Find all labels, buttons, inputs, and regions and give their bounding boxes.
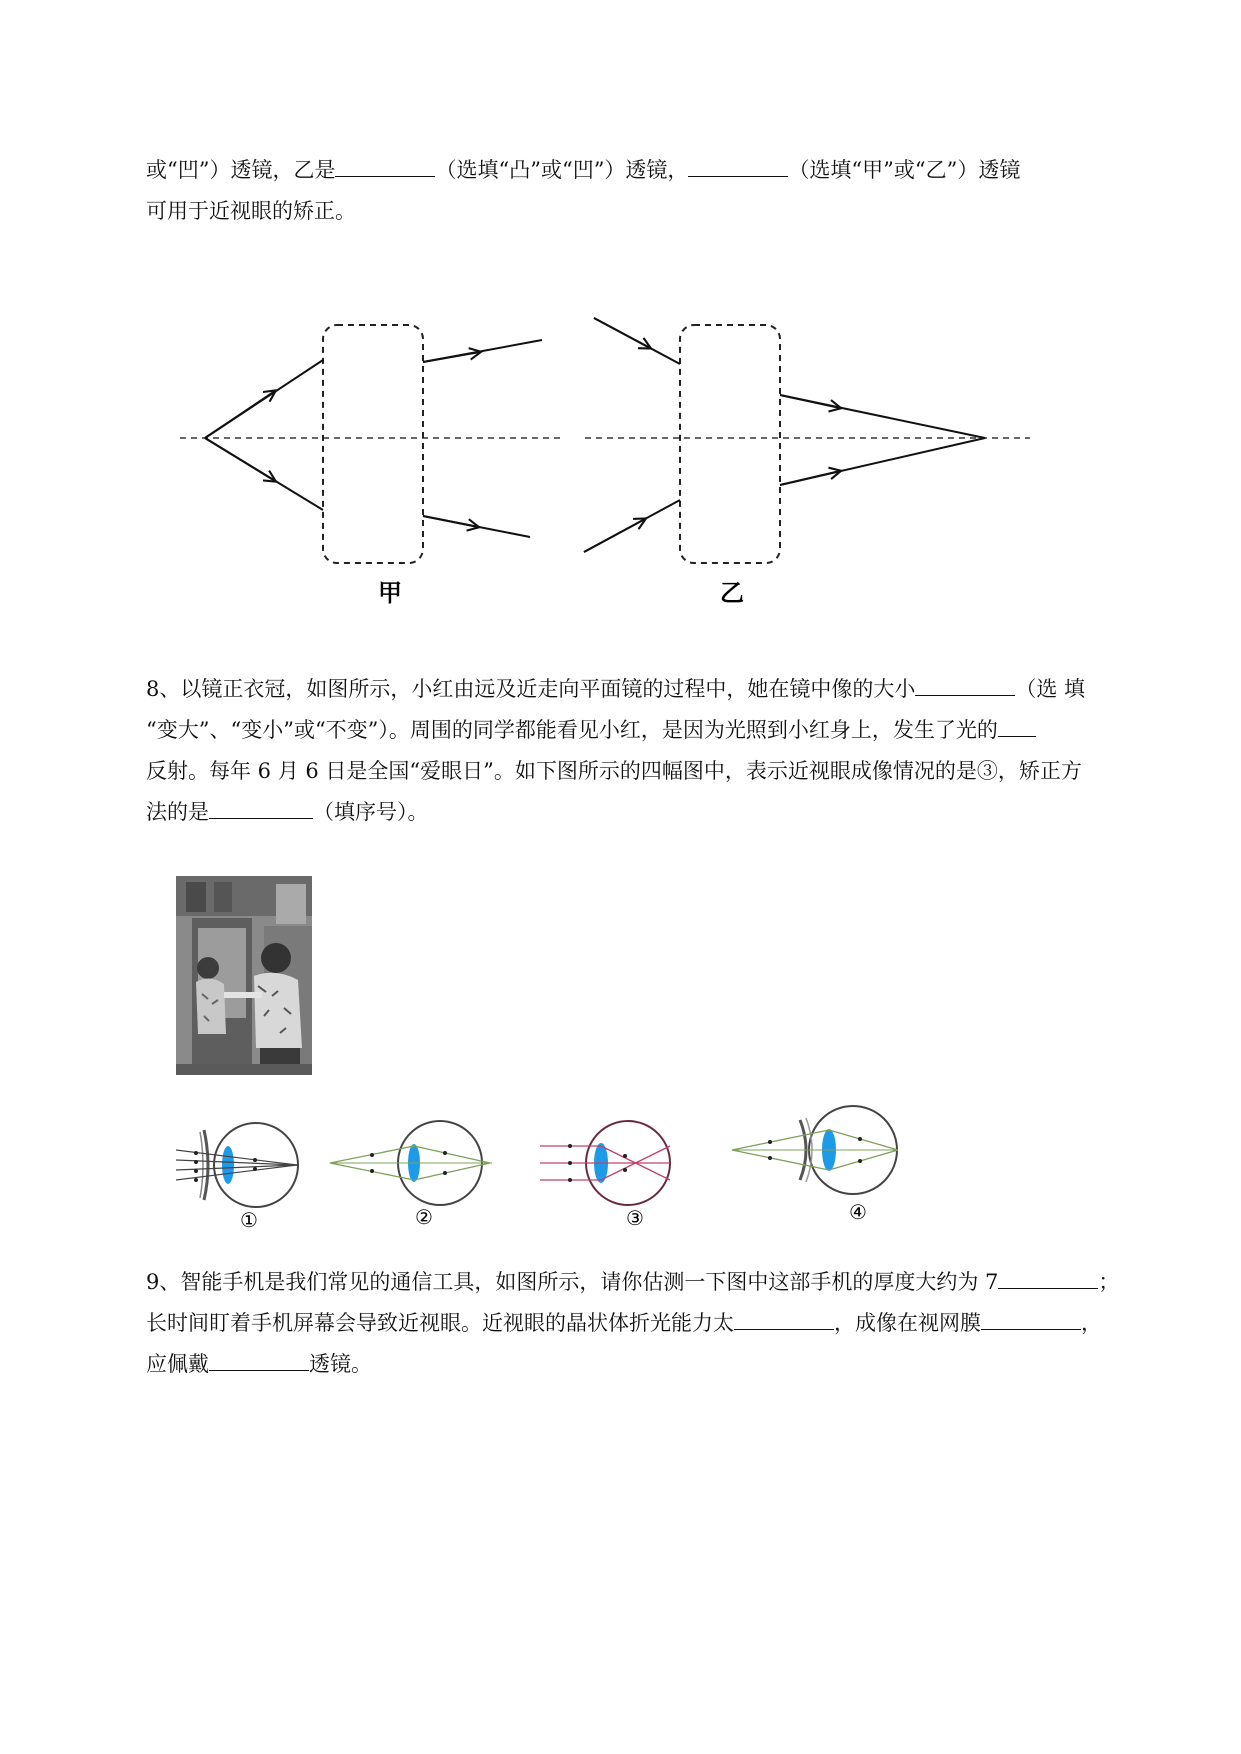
answer-blank[interactable] [981,1307,1081,1330]
q7-text-b: （选填“凸”或“凹”）透镜， [435,158,689,182]
q8-text-line3: 反射。每年 6 月 6 日是全国“爱眼日”。如下图所示的四幅图中，表示近视眼成像情况的是③，矫正方 [146,759,1082,783]
eye-label-2: ② [415,1205,433,1229]
q8-text-line4b: （填序号）。 [313,800,429,824]
q8-text-b: （选 填 [1015,677,1086,701]
q8-text-line2: “变大”、“变小”或“不变”）。周围的同学都能看见小红，是因为光照到小红身上，发生了光的 [146,718,998,742]
q9-text-line3a: 应佩戴 [146,1352,209,1376]
q9-text-line2a: 长时间盯着手机屏幕会导致近视眼。近视眼的晶状体折光能力太 [146,1311,734,1335]
q9-text-line2c: ， [1081,1311,1102,1335]
question-9-text [146,1262,1156,1385]
q9-text-b: ； [1098,1270,1120,1294]
eye-diagram-3 [540,1121,670,1230]
q8-text-line4a: 法的是 [146,800,209,824]
q8-text-a: 8、以镜正衣冠，如图所示，小红由远及近走向平面镜的过程中，她在镜中像的大小 [146,677,916,701]
answer-blank[interactable] [734,1307,834,1330]
eye-label-3: ③ [626,1206,644,1230]
q7-text-a: 或“凹”）透镜，乙是 [146,158,336,182]
q7-text-line2: 可用于近视眼的矫正。 [146,199,356,223]
answer-blank[interactable] [209,1348,309,1371]
eye-label-1: ① [240,1208,258,1232]
answer-blank[interactable] [998,1266,1098,1289]
eye-label-4: ④ [849,1200,867,1224]
q9-text-a: 9、智能手机是我们常见的通信工具，如图所示，请你估测一下图中这部手机的厚度大约为 7 [146,1270,999,1294]
label-jia: 甲 [378,580,402,607]
eye-diagram-1 [176,1123,298,1232]
q9-text-line2b: ，成像在视网膜 [834,1311,981,1335]
label-yi: 乙 [720,580,744,607]
eye-diagram-4 [732,1106,898,1224]
q7-text-c: （选填“甲”或“乙”）透镜 [788,158,1021,182]
eye-diagram-2 [330,1121,492,1229]
q9-text-line3b: 透镜。 [309,1352,372,1376]
